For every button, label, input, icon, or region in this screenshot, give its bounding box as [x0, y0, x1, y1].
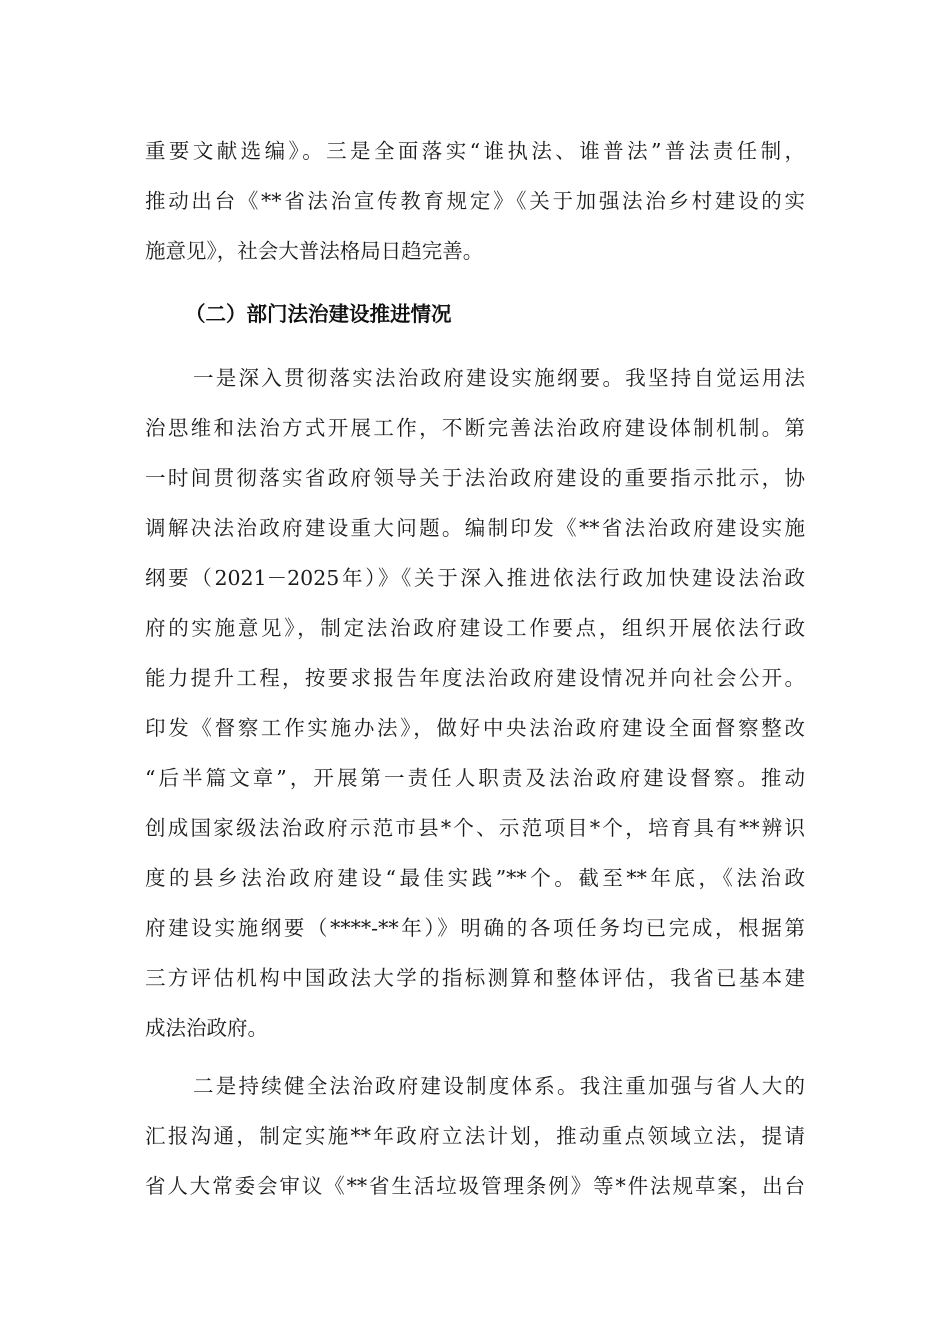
paragraph-line: 度的县乡法治政府建设“最佳实践”**个。截至**年底，《法治政: [145, 866, 805, 890]
paragraph-line: 成法治政府。: [145, 1016, 268, 1040]
paragraph-line: 二是持续健全法治政府建设制度体系。我注重加强与省人大的: [193, 1074, 805, 1098]
paragraph-line: 一时间贯彻落实省政府领导关于法治政府建设的重要指示批示，协: [145, 466, 805, 490]
paragraph-line: 印发《督察工作实施办法》，做好中央法治政府建设全面督察整改: [145, 716, 805, 740]
paragraph-line: 重要文献选编》。三是全面落实“谁执法、谁普法”普法责任制，: [145, 139, 805, 163]
paragraph-line: 府的实施意见》，制定法治政府建设工作要点，组织开展依法行政: [145, 616, 805, 640]
paragraph-line: “后半篇文章”，开展第一责任人职责及法治政府建设督察。推动: [145, 766, 805, 790]
paragraph-line: 三方评估机构中国政法大学的指标测算和整体评估，我省已基本建: [145, 966, 805, 990]
paragraph-line: 施意见》，社会大普法格局日趋完善。: [145, 239, 484, 263]
paragraph-line: 府建设实施纲要（****-**年）》明确的各项任务均已完成，根据第: [145, 916, 805, 940]
paragraph-line: 治思维和法治方式开展工作，不断完善法治政府建设体制机制。第: [145, 416, 805, 440]
paragraph-line: 纲要（2021－2025年）》《关于深入推进依法行政加快建设法治政: [145, 566, 805, 590]
paragraph-line: 调解决法治政府建设重大问题。编制印发《**省法治政府建设实施: [145, 516, 805, 540]
paragraph-line: 能力提升工程，按要求报告年度法治政府建设情况并向社会公开。: [145, 666, 805, 690]
paragraph-line: 推动出台《**省法治宣传教育规定》《关于加强法治乡村建设的实: [145, 189, 805, 213]
paragraph-line: 创成国家级法治政府示范市县*个、示范项目*个，培育具有**辨识: [145, 816, 805, 840]
paragraph-line: 省人大常委会审议《**省生活垃圾管理条例》等*件法规草案，出台: [145, 1174, 805, 1198]
section-heading: （二）部门法治建设推进情况: [185, 302, 452, 326]
paragraph-line: 汇报沟通，制定实施**年政府立法计划，推动重点领域立法，提请: [145, 1124, 805, 1148]
paragraph-line: 一是深入贯彻落实法治政府建设实施纲要。我坚持自觉运用法: [193, 366, 805, 390]
